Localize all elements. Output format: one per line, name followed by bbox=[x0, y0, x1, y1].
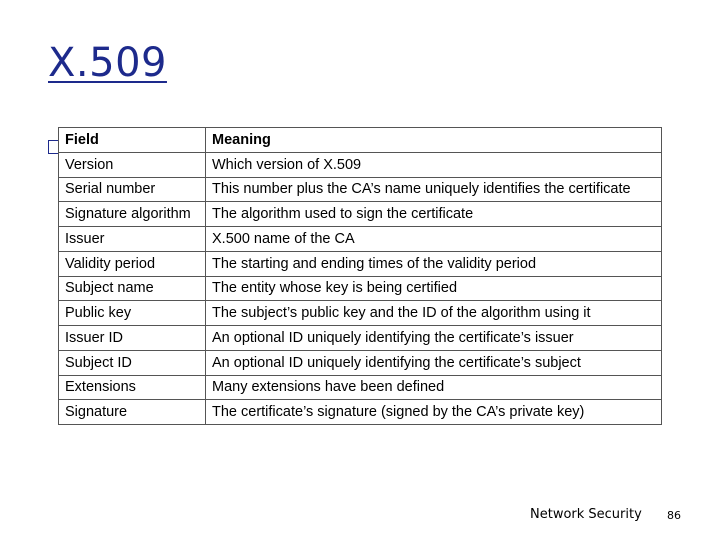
field-cell: Issuer ID bbox=[59, 326, 206, 351]
table-row bbox=[59, 375, 662, 400]
meaning-cell: This number plus the CA’s name uniquely identifies the certificate bbox=[206, 177, 662, 202]
field-cell: Signature algorithm bbox=[59, 202, 206, 227]
meaning-cell: Which version of X.509 bbox=[206, 152, 662, 177]
field-cell: Issuer bbox=[59, 227, 206, 252]
page-number: 86 bbox=[667, 509, 681, 522]
field-cell: Extensions bbox=[59, 375, 206, 400]
meaning-cell: The certificate’s signature (signed by the CA’s private key) bbox=[206, 400, 662, 425]
column-header-meaning: Meaning bbox=[206, 128, 662, 153]
table-row bbox=[59, 276, 662, 301]
certificate-fields-table bbox=[58, 127, 662, 425]
field-cell: Subject name bbox=[59, 276, 206, 301]
slide-title: X.509 bbox=[48, 40, 167, 86]
table-row bbox=[59, 400, 662, 425]
table-row bbox=[59, 177, 662, 202]
field-cell: Signature bbox=[59, 400, 206, 425]
table-header-row bbox=[59, 128, 662, 153]
table-row bbox=[59, 227, 662, 252]
table-row bbox=[59, 350, 662, 375]
table-row bbox=[59, 251, 662, 276]
table-row bbox=[59, 301, 662, 326]
field-cell: Validity period bbox=[59, 251, 206, 276]
meaning-cell: X.500 name of the CA bbox=[206, 227, 662, 252]
table-row bbox=[59, 202, 662, 227]
meaning-cell: The algorithm used to sign the certificate bbox=[206, 202, 662, 227]
meaning-cell: An optional ID uniquely identifying the certificate’s issuer bbox=[206, 326, 662, 351]
table-row bbox=[59, 152, 662, 177]
field-cell: Subject ID bbox=[59, 350, 206, 375]
field-cell: Version bbox=[59, 152, 206, 177]
meaning-cell: An optional ID uniquely identifying the certificate’s subject bbox=[206, 350, 662, 375]
footer-course-label: Network Security bbox=[530, 507, 642, 522]
table-row bbox=[59, 326, 662, 351]
meaning-cell: The starting and ending times of the validity period bbox=[206, 251, 662, 276]
meaning-cell: The subject’s public key and the ID of the algorithm using it bbox=[206, 301, 662, 326]
column-header-field: Field bbox=[59, 128, 206, 153]
meaning-cell: The entity whose key is being certified bbox=[206, 276, 662, 301]
field-cell: Public key bbox=[59, 301, 206, 326]
field-cell: Serial number bbox=[59, 177, 206, 202]
meaning-cell: Many extensions have been defined bbox=[206, 375, 662, 400]
